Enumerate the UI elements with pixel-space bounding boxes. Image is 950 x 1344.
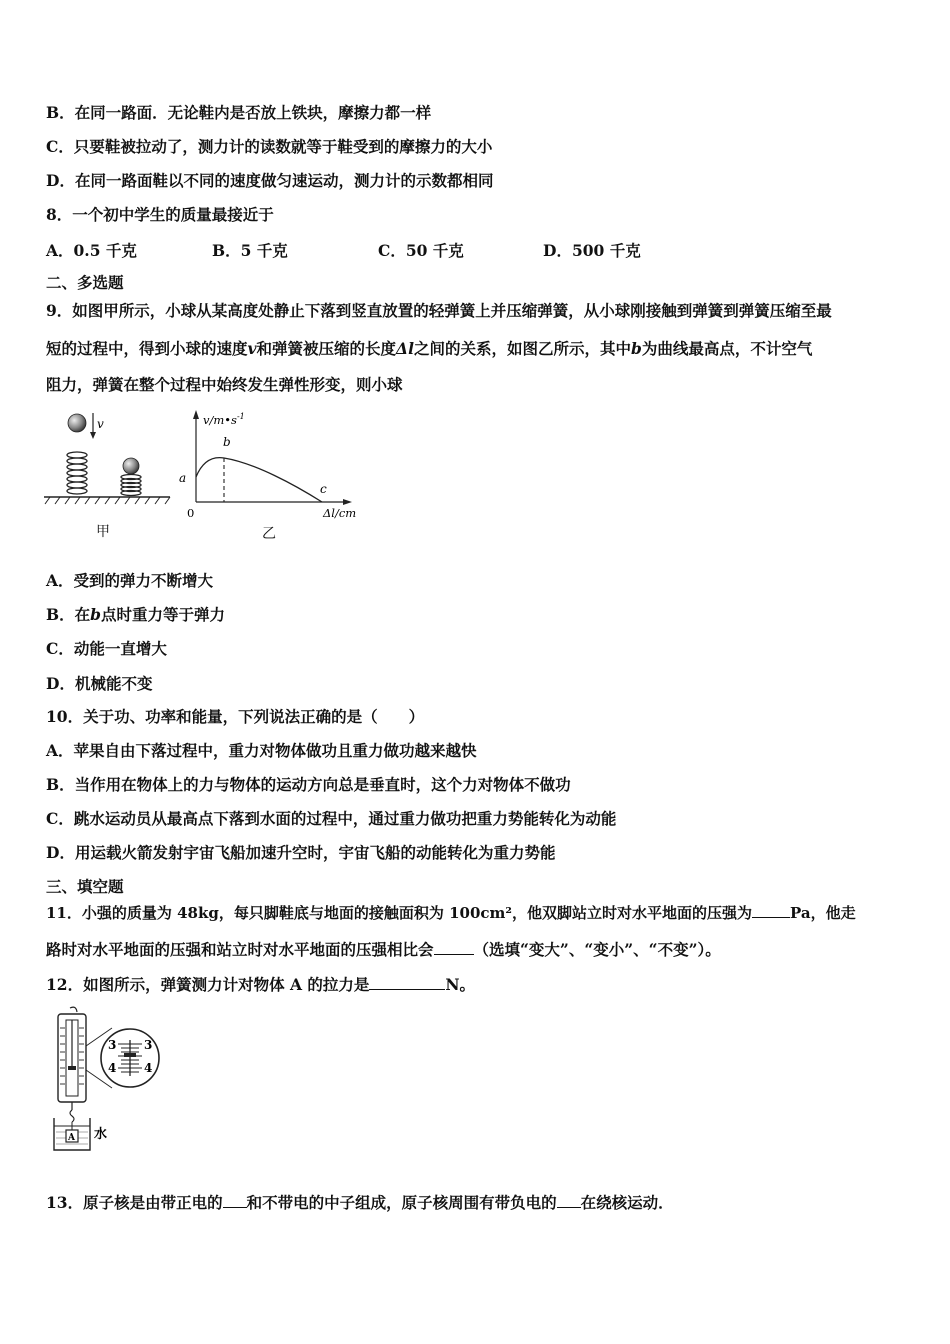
q10-stem: 10．关于功、功率和能量，下列说法正确的是（ ） — [46, 707, 425, 726]
q10-option-b: B．当作用在物体上的力与物体的运动方向总是垂直时，这个力对物体不做功 — [46, 775, 571, 794]
figure-jia-ball-spring — [40, 408, 175, 513]
figure-yi-caption: 乙 — [262, 526, 276, 542]
q13-blank-proton[interactable] — [223, 1193, 247, 1208]
q10-option-a: A．苹果自由下落过程中，重力对物体做功且重力做功越来越快 — [46, 741, 477, 760]
point-a-label: a — [179, 471, 187, 485]
q8-stem: 8．一个初中学生的质量最接近于 — [46, 205, 274, 224]
q8-option-a: A．0.5 千克 — [46, 241, 137, 260]
figure-yi-velocity-graph — [175, 405, 375, 523]
figure-spring-scale — [44, 1006, 169, 1156]
q11-blank-compare[interactable] — [434, 940, 474, 955]
q9-stem-line3: 阻力，弹簧在整个过程中始终发生弹性形变，则小球 — [46, 375, 403, 394]
figure-jia-caption: 甲 — [96, 524, 110, 540]
q10-option-d: D．用运载火箭发射宇宙飞船加速升空时，宇宙飞船的动能转化为重力势能 — [46, 843, 556, 862]
x-axis-label: Δl/cm — [323, 506, 357, 520]
q9-stem-line1: 9．如图甲所示，小球从某高度处静止下落到竖直放置的轻弹簧上并压缩弹簧，从小球刚接触到弹簧到弹簧压缩至最 — [46, 301, 832, 320]
reading-top-left: 3 — [108, 1038, 117, 1052]
falling-ball — [68, 414, 86, 432]
reading-top-right: 3 — [144, 1038, 153, 1052]
q12-stem: 12．如图所示，弹簧测力计对物体 A 的拉力是 N。 — [46, 975, 476, 994]
ball-on-spring — [123, 458, 139, 474]
q8-option-c: C．50 千克 — [378, 241, 464, 260]
section-heading-multi-choice: 二、多选题 — [46, 273, 124, 292]
water-label: 水 — [94, 1127, 108, 1142]
q10-option-c: C．跳水运动员从最高点下落到水面的过程中，通过重力做功把重力势能转化为动能 — [46, 809, 617, 828]
q9-option-b: B．在b点时重力等于弹力 — [46, 605, 225, 624]
ground-hatching — [45, 497, 170, 504]
point-b-label: b — [223, 435, 231, 449]
svg-text:A: A — [68, 1133, 75, 1143]
velocity-curve — [196, 458, 322, 502]
q7-option-b: B．在同一路面．无论鞋内是否放上铁块，摩擦力都一样 — [46, 103, 432, 122]
q11-line1: 11．小强的质量为 48kg，每只脚鞋底与地面的接触面积为 100cm²，他双脚站立时对水平地面的压强为 Pa，他走 — [46, 904, 856, 922]
q7-option-d: D．在同一路面鞋以不同的速度做匀速运动，测力计的示数都相同 — [46, 171, 494, 190]
q13-stem: 13．原子核是由带正电的 和不带电的中子组成，原子核周围有带负电的 在绕核运动． — [46, 1193, 674, 1212]
q9-stem-line2: 短的过程中，得到小球的速度v和弹簧被压缩的长度Δl之间的关系，如图乙所示，其中b为曲线最高点，不计空气 — [46, 339, 813, 358]
q13-blank-electron[interactable] — [557, 1193, 581, 1208]
reading-bottom-right: 4 — [144, 1061, 153, 1075]
uncompressed-spring — [67, 452, 87, 494]
q11-blank-pressure[interactable] — [752, 903, 790, 918]
y-axis-label: $v/m•s^{-1}$ — [203, 412, 245, 427]
point-c-label: c — [320, 482, 327, 496]
origin-label: 0 — [187, 506, 195, 520]
section-heading-fill-blank: 三、填空题 — [46, 877, 124, 896]
q8-option-b: B．5 千克 — [212, 241, 288, 260]
q7-option-c: C．只要鞋被拉动了，测力计的读数就等于鞋受到的摩擦力的大小 — [46, 137, 493, 156]
velocity-label: v — [97, 417, 104, 431]
q9-option-a: A．受到的弹力不断增大 — [46, 571, 214, 590]
q12-blank-force[interactable] — [369, 975, 445, 990]
q9-option-c: C．动能一直增大 — [46, 639, 167, 658]
compressed-spring — [121, 475, 141, 496]
q11-line2: 路时对水平地面的压强和站立时对水平地面的压强相比会 （选填“变大”、“变小”、“不变”）。 — [46, 940, 721, 959]
reading-bottom-left: 4 — [108, 1061, 117, 1075]
q8-option-d: D．500 千克 — [543, 241, 641, 260]
q9-option-d: D．机械能不变 — [46, 674, 153, 693]
